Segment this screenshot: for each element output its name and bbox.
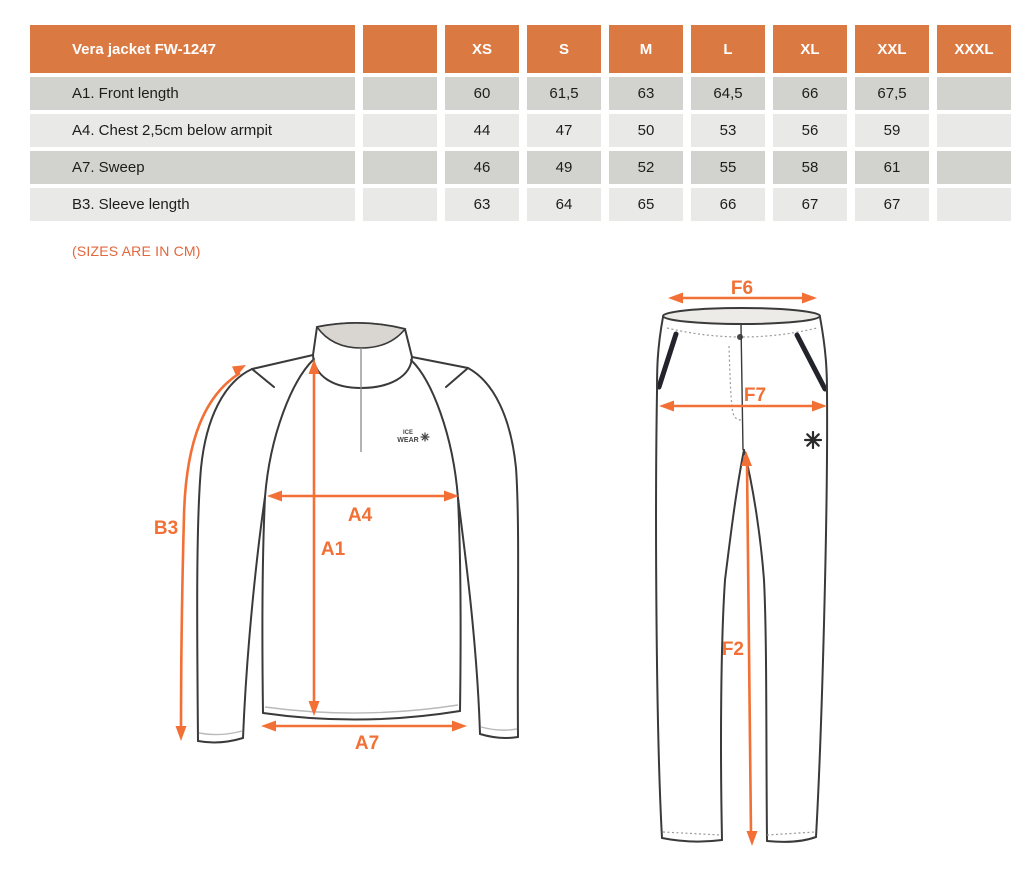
- size-header-xxl: XXL: [855, 25, 929, 73]
- jacket-left-cuff: [198, 738, 243, 742]
- label-f6: F6: [730, 280, 754, 299]
- value-cell: 49: [527, 151, 601, 184]
- empty-cell: [363, 151, 437, 184]
- jacket-hem-stitch: [265, 705, 458, 713]
- jacket-left-sleeve-outer: [197, 369, 252, 741]
- jacket-right-raglan-seam: [411, 360, 458, 498]
- label-f2: F2: [721, 639, 744, 660]
- jacket-body-left: [262, 497, 265, 713]
- jacket-hem: [263, 711, 460, 720]
- jacket-measurement-diagram: [140, 300, 540, 790]
- logo-text-ice: ICE: [402, 430, 414, 436]
- measure-arrow-a4: [267, 491, 459, 502]
- size-header-xs: XS: [445, 25, 519, 73]
- size-header-l: L: [691, 25, 765, 73]
- label-a7: A7: [354, 733, 380, 754]
- jacket-right-yoke-seam: [446, 368, 468, 387]
- pants-left-hem: [662, 838, 722, 842]
- value-cell: 47: [527, 114, 601, 147]
- row-label: A4. Chest 2,5cm below armpit: [30, 114, 355, 147]
- value-cell: 60: [445, 77, 519, 110]
- logo-snowflake-icon: [421, 433, 429, 441]
- value-cell: 55: [691, 151, 765, 184]
- empty-cell: [363, 77, 437, 110]
- product-title: Vera jacket FW-1247: [30, 25, 355, 73]
- pants-left-leg-outer: [656, 317, 663, 838]
- value-cell: 67: [855, 188, 929, 221]
- pants-left-hem-stitch: [663, 832, 721, 835]
- label-b3: B3: [153, 518, 179, 539]
- size-table: [30, 25, 1011, 221]
- pants-center-seam: [741, 324, 743, 450]
- value-cell: [937, 188, 1011, 221]
- pants-right-pocket: [797, 335, 825, 389]
- label-a1: A1: [320, 539, 346, 560]
- value-cell: 59: [855, 114, 929, 147]
- jacket-right-shoulder: [412, 357, 468, 368]
- sizes-in-cm-note: (SIZES ARE IN CM): [72, 243, 201, 259]
- jacket-collar-inner: [317, 323, 405, 348]
- pants-drawing: [656, 308, 827, 842]
- value-cell: 50: [609, 114, 683, 147]
- row-label: B3. Sleeve length: [30, 188, 355, 221]
- value-cell: 64: [527, 188, 601, 221]
- value-cell: 63: [609, 77, 683, 110]
- empty-cell: [363, 114, 437, 147]
- icewear-logo: [397, 430, 429, 444]
- size-header-m: M: [609, 25, 683, 73]
- size-header-xl: XL: [773, 25, 847, 73]
- label-a4: A4: [347, 505, 373, 526]
- value-cell: 67,5: [855, 77, 929, 110]
- jacket-drawing: [197, 323, 518, 743]
- value-cell: 66: [773, 77, 847, 110]
- value-cell: 63: [445, 188, 519, 221]
- value-cell: 61,5: [527, 77, 601, 110]
- value-cell: 66: [691, 188, 765, 221]
- pants-fly-stitch: [729, 346, 741, 420]
- pants-snowflake-icon: [805, 432, 821, 448]
- jacket-left-cuff-stitch: [199, 731, 242, 735]
- size-header-xxxl: XXXL: [937, 25, 1011, 73]
- jacket-left-shoulder: [252, 355, 313, 369]
- jacket-left-raglan-seam: [265, 359, 314, 497]
- jacket-right-cuff: [480, 734, 518, 738]
- value-cell: 61: [855, 151, 929, 184]
- value-cell: [937, 151, 1011, 184]
- value-cell: 46: [445, 151, 519, 184]
- empty-cell: [363, 188, 437, 221]
- pants-waist-opening: [663, 308, 820, 324]
- pants-right-hem: [767, 837, 816, 842]
- value-cell: [937, 77, 1011, 110]
- jacket-arrows: [154, 359, 467, 754]
- logo-text-wear: WEAR: [397, 437, 419, 444]
- value-cell: 52: [609, 151, 683, 184]
- measure-arrow-a1: [309, 359, 320, 716]
- jacket-right-sleeve-outer: [468, 368, 518, 737]
- pants-right-hem-stitch: [767, 832, 815, 835]
- row-label: A1. Front length: [30, 77, 355, 110]
- jacket-body-right: [458, 498, 461, 711]
- value-cell: [937, 114, 1011, 147]
- value-cell: 53: [691, 114, 765, 147]
- row-label: A7. Sweep: [30, 151, 355, 184]
- value-cell: 58: [773, 151, 847, 184]
- label-f7: F7: [743, 385, 767, 406]
- pants-arrows: [659, 280, 827, 846]
- measure-arrow-a7: [261, 721, 467, 732]
- value-cell: 64,5: [691, 77, 765, 110]
- pants-left-pocket: [659, 334, 676, 387]
- pants-measurement-diagram: [630, 280, 860, 880]
- size-header-s: S: [527, 25, 601, 73]
- value-cell: 56: [773, 114, 847, 147]
- pants-button: [737, 334, 743, 340]
- pants-right-leg-outer: [816, 317, 827, 837]
- value-cell: 67: [773, 188, 847, 221]
- jacket-right-cuff-stitch: [481, 727, 517, 730]
- jacket-left-yoke-seam: [252, 369, 274, 387]
- value-cell: 44: [445, 114, 519, 147]
- value-cell: 65: [609, 188, 683, 221]
- header-empty-cell: [363, 25, 437, 73]
